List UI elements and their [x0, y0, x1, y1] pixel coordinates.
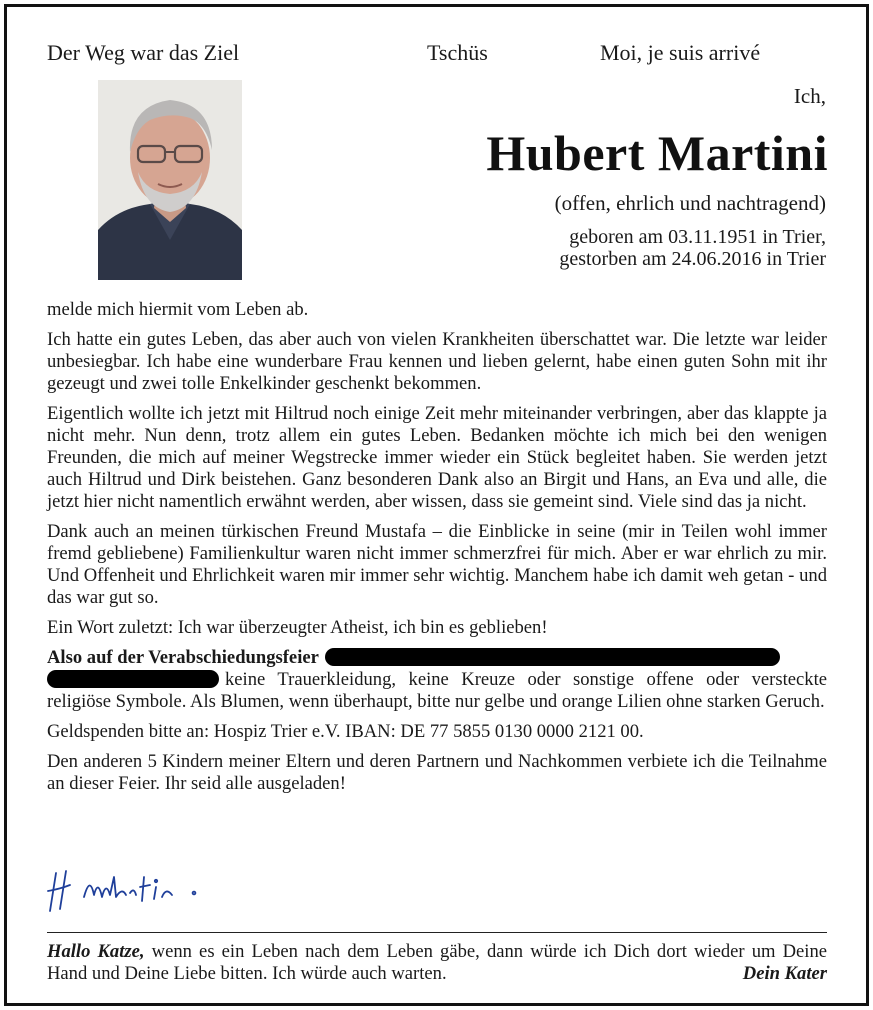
paragraph-farewell-instructions: [47, 647, 827, 713]
dedication-greeting: Hallo Katze,: [47, 941, 145, 962]
obituary-body: [47, 299, 827, 803]
paragraph: melde mich hiermit vom Leben ab.: [47, 299, 309, 320]
paragraph: Ich hatte ein gutes Leben, das aber auch von vielen Krankheiten überschattet war. Die letzte war leider unbesiegbar. Ich habe eine wunderbare Frau kennen und lieben gelernt, habe einen guten Sohn mit ihr gezeugt und zwei tolle Enkelkinder geschenkt bekommen.: [47, 329, 827, 394]
motto-center: Tschüs: [427, 40, 488, 65]
paragraph: Ein Wort zuletzt: Ich war überzeugter Atheist, ich bin es geblieben!: [47, 617, 548, 638]
dedication-text: wenn es ein Leben nach dem Leben gäbe, dann würde ich Dich dort wieder um Deine Hand und Deine Liebe bitten. Ich würde auch warten.: [47, 941, 827, 984]
farewell-rest: keine Trauerkleidung, keine Kreuze oder sonstige offene oder versteckte religiöse Symbole. Als Blumen, wenn überhaupt, bitte nur gelbe und orange Lilien ohne starken Geruch.: [47, 669, 827, 712]
intro-text: Ich,: [793, 84, 826, 108]
birth-info: geboren am 03.11.1951 in Trier,: [569, 226, 826, 248]
deceased-name: Hubert Martini: [486, 125, 828, 181]
paragraph: Den anderen 5 Kindern meiner Eltern und deren Partnern und Nachkommen verbiete ich die Teilnahme an dieser Feier. Ihr seid alle ausgeladen!: [47, 751, 827, 794]
divider: [47, 932, 827, 933]
portrait-photo: [98, 80, 242, 280]
redaction-bar: [47, 670, 219, 688]
handwritten-signature: [44, 867, 214, 917]
motto-right: Moi, je suis arrivé: [600, 40, 761, 65]
paragraph: Eigentlich wollte ich jetzt mit Hiltrud noch einige Zeit mehr miteinander verbringen, aber das klappte ja nicht mehr. Nun denn, trotz allem ein gutes Leben. Bedanken möchte ich mich bei den wenigen Freunden, die mich auf meiner Wegstrecke immer wieder ein Stück begleitet haben. Sie werden jetzt auch Hiltrud und Dirk beistehen. Ganz besonderen Dank also an Birgit und Hans, an Eva und alle, die jetzt hier nicht namentlich erwähnt werden, aber wissen, dass sie gemeint sind. Viele sind das ja nicht.: [47, 403, 827, 512]
paragraph-donations: Geldspenden bitte an: Hospiz Trier e.V. IBAN: DE 77 5855 0130 0000 2121 00.: [47, 721, 644, 742]
motto-left: Der Weg war das Ziel: [47, 40, 240, 65]
dedication-signoff: Dein Kater: [742, 963, 827, 984]
traits-subtitle: (offen, ehrlich und nachtragend): [554, 191, 826, 215]
redaction-bar: [325, 648, 780, 666]
paragraph: Dank auch an meinen türkischen Freund Mustafa – die Einblicke in seine (mir in Teilen wohl immer fremd gebliebene) Familienkultur waren nicht immer schmerzfrei für mich. Aber er war ehrlich zu mir. Und Offenheit und Ehrlichkeit waren mir immer sehr wichtig. Manchem habe ich damit weh getan - und das war gut so.: [47, 521, 827, 608]
farewell-lead: Also auf der Verabschiedungsfeier: [47, 647, 319, 668]
dedication: [47, 941, 827, 985]
death-info: gestorben am 24.06.2016 in Trier: [559, 248, 826, 270]
portrait-image: [98, 80, 242, 280]
